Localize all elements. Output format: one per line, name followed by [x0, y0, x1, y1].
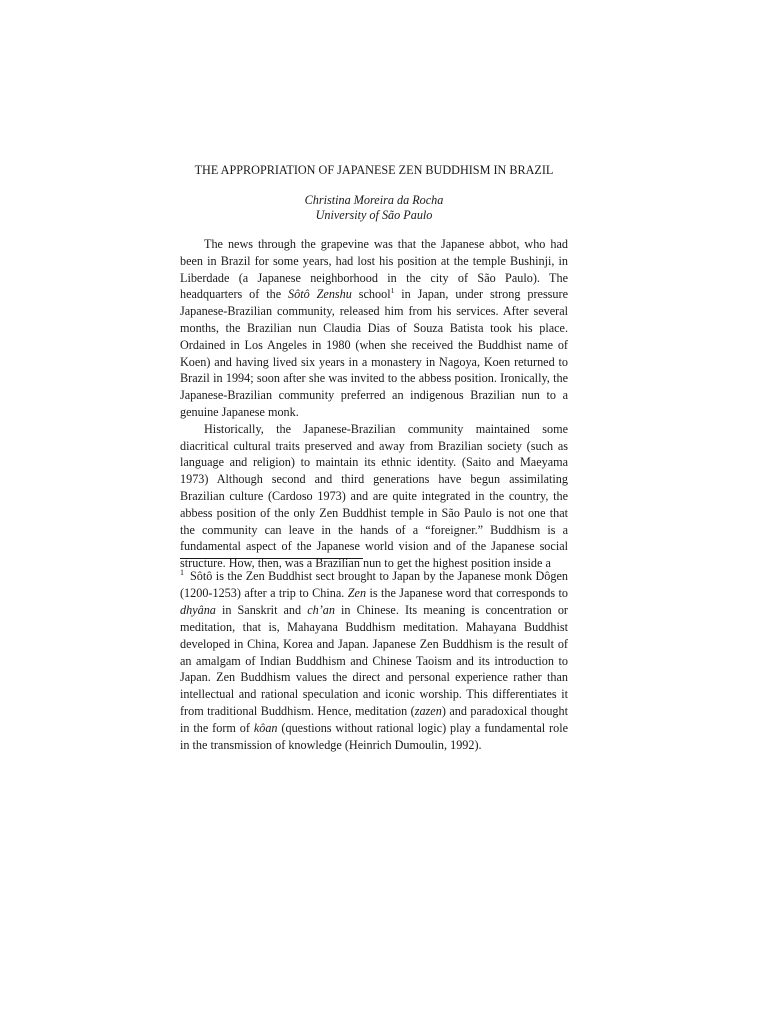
- paragraph-2: Historically, the Japanese-Brazilian community maintained some diacritical cultural traits preserved and away from Brazilian society (such as language and religion) to maintain its ethnic identity. (Saito and Maeyama 1973) Although second and third generations have begun assimilating Brazilian culture (Cardoso 1973) and are quite integrated in the country, the abbess position of the only Zen Buddhist temple in São Paulo is not one that the community can leave in the hands of a “foreigner.” Buddhism is a fundamental aspect of the Japanese world vision and of the Japanese social structure. How, then, was a Brazilian nun to get the highest position inside a: [180, 421, 568, 571]
- term-zazen: zazen: [414, 704, 442, 719]
- article-title: THE APPROPRIATION OF JAPANESE ZEN BUDDHISM IN BRAZIL: [194, 163, 554, 177]
- footnote-text-5: ) and paradoxical thought in the form of: [180, 704, 568, 736]
- author-name: Christina Moreira da Rocha: [304, 193, 444, 207]
- footnote-text-1: Sôtô is the Zen Buddhist sect brought to Japan by the Japanese monk Dôgen (1200-1253) after a trip to China.: [180, 569, 568, 600]
- footnote-text-2: is the Japanese word that corresponds to: [366, 585, 568, 600]
- footnote: [180, 565, 568, 754]
- author-affiliation: University of São Paulo: [315, 208, 433, 222]
- footnote-text-6: (questions without rational logic) play a fundamental role in the transmission of knowledge (Heinrich Dumoulin, 1992).: [180, 721, 568, 753]
- footnote-reference: 1: [390, 286, 395, 296]
- paragraph-1-text-c: in Japan, under strong pressure Japanese-Brazilian community, released him from his services. After several months, the Brazilian nun Claudia Dias of Souza Batista took his place. Ordained in Los Angeles in 1980 (when she received the Buddhist name of Koen) and having lived six years in a monastery in Nagoya, Koen returned to Brazil in 1994; soon after she was invited to the abbess position. Ironically, the Japanese-Brazilian community preferred an indigenous Brazilian nun to a genuine Japanese monk.: [180, 287, 568, 419]
- school-name: Sôtô Zenshu: [288, 287, 352, 302]
- paragraph-1-text-a: The news through the grapevine was that the Japanese abbot, who had been in Brazil for some years, had lost his position at the temple Bushinji, in Liberdade (a Japanese neighborhood in the city of São Paulo). The headquarters of the: [180, 237, 568, 302]
- term-chan: ch’an: [307, 602, 335, 617]
- paragraph-1: [180, 236, 568, 421]
- article-body: [180, 236, 568, 572]
- footnote-text-3: in Sanskrit and: [215, 602, 308, 617]
- term-koan: kôan: [253, 721, 278, 736]
- footnote-text-4: in Chinese. Its meaning is concentration or meditation, that is, Mahayana Buddhism meditation. Mahayana Buddhist developed in China, Korea and Japan. Japanese Zen Buddhism is the result of an amalgam of Indian Buddhism and Chinese Taoism and its introduction to Japan. Zen Buddhism values the direct and personal experience rather than intellectual and rational speculation and iconic worship. This differentiates it from traditional Buddhism. Hence, meditation (: [180, 602, 568, 719]
- footnote-number: 1: [180, 568, 184, 577]
- term-dhyana: dhyâna: [180, 602, 216, 617]
- paragraph-1-text-b: school: [351, 287, 391, 302]
- footnote-divider: [180, 558, 363, 559]
- term-zen: Zen: [347, 585, 367, 600]
